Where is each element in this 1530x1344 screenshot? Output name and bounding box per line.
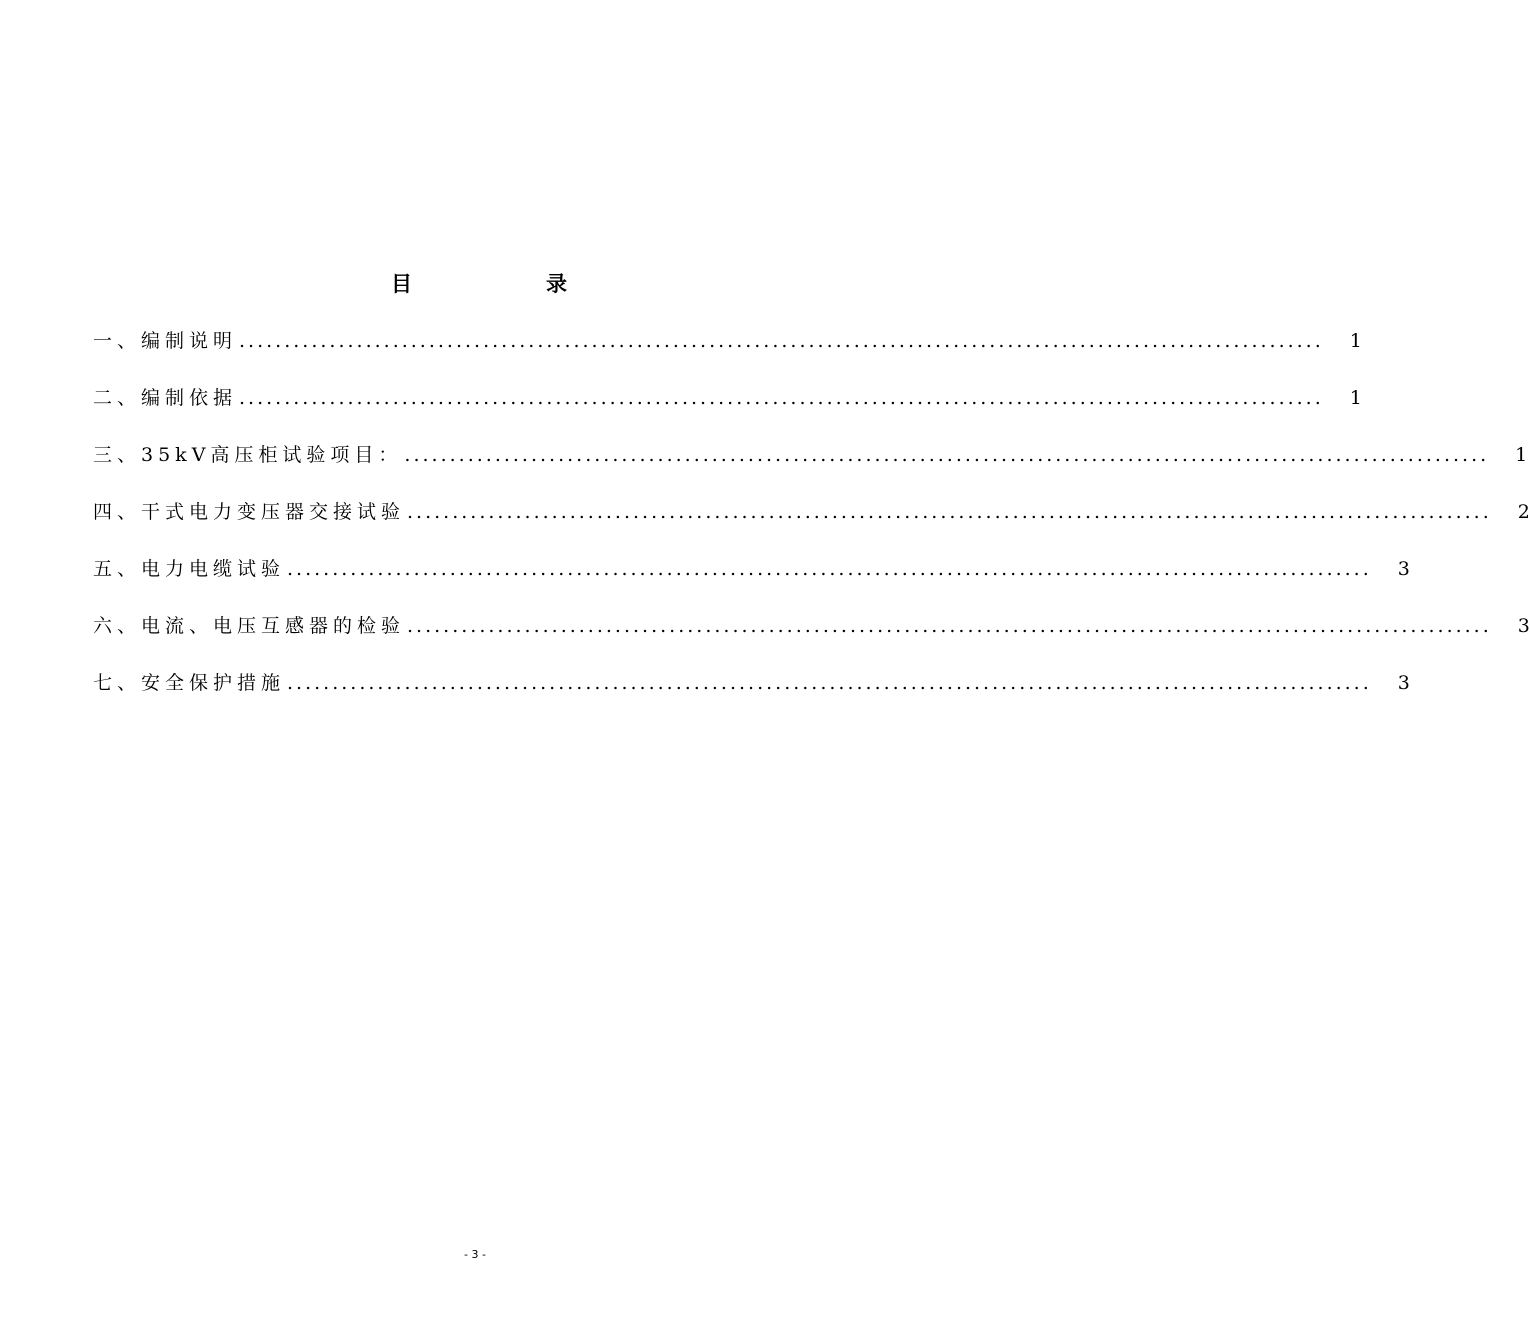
toc-entry[interactable]: [93, 609, 1530, 666]
toc-entry-text: 四、干式电力变压器交接试验: [93, 501, 406, 523]
toc-entry[interactable]: [93, 666, 1410, 723]
toc-entry[interactable]: [93, 438, 1528, 495]
toc-entry-text: 六、电流、电压互感器的检验: [93, 615, 406, 637]
toc-entry-text: 二、编制依据: [93, 387, 238, 409]
toc-entry[interactable]: [93, 381, 1362, 438]
toc-entry-page: 2: [1517, 501, 1530, 523]
toc-entry[interactable]: [93, 552, 1410, 609]
toc-entry-page: 1: [1349, 330, 1362, 352]
toc-entry-page: 3: [1517, 615, 1530, 637]
toc-list: [93, 324, 1530, 723]
toc-entry-text: 三、35kV高压柜试验项目：: [93, 444, 403, 466]
toc-entry[interactable]: [93, 495, 1530, 552]
toc-entry-page: 1: [1349, 387, 1362, 409]
toc-entry-text: 一、编制说明: [93, 330, 238, 352]
toc-title-left: 目: [391, 272, 412, 296]
toc-entry-page: 3: [1397, 558, 1410, 580]
toc-entry[interactable]: [93, 324, 1362, 381]
toc-title: [0, 268, 950, 300]
toc-entry-page: 1: [1515, 444, 1528, 466]
toc-leader-dots: ........................................................................................................................: [287, 672, 1372, 694]
toc-leader-dots: ........................................................................................................................: [407, 501, 1492, 523]
toc-entry-text: 七、安全保护措施: [93, 672, 286, 694]
toc-title-right: 录: [546, 272, 567, 296]
page-number-footer: - 3 -: [464, 1248, 486, 1261]
toc-entry-page: 3: [1397, 672, 1410, 694]
toc-leader-dots: ........................................................................................................................: [404, 444, 1490, 466]
toc-leader-dots: ........................................................................................................................: [239, 330, 1324, 352]
toc-entry-text: 五、电力电缆试验: [93, 558, 286, 580]
toc-leader-dots: ........................................................................................................................: [407, 615, 1492, 637]
toc-leader-dots: ........................................................................................................................: [287, 558, 1372, 580]
toc-leader-dots: ........................................................................................................................: [239, 387, 1324, 409]
